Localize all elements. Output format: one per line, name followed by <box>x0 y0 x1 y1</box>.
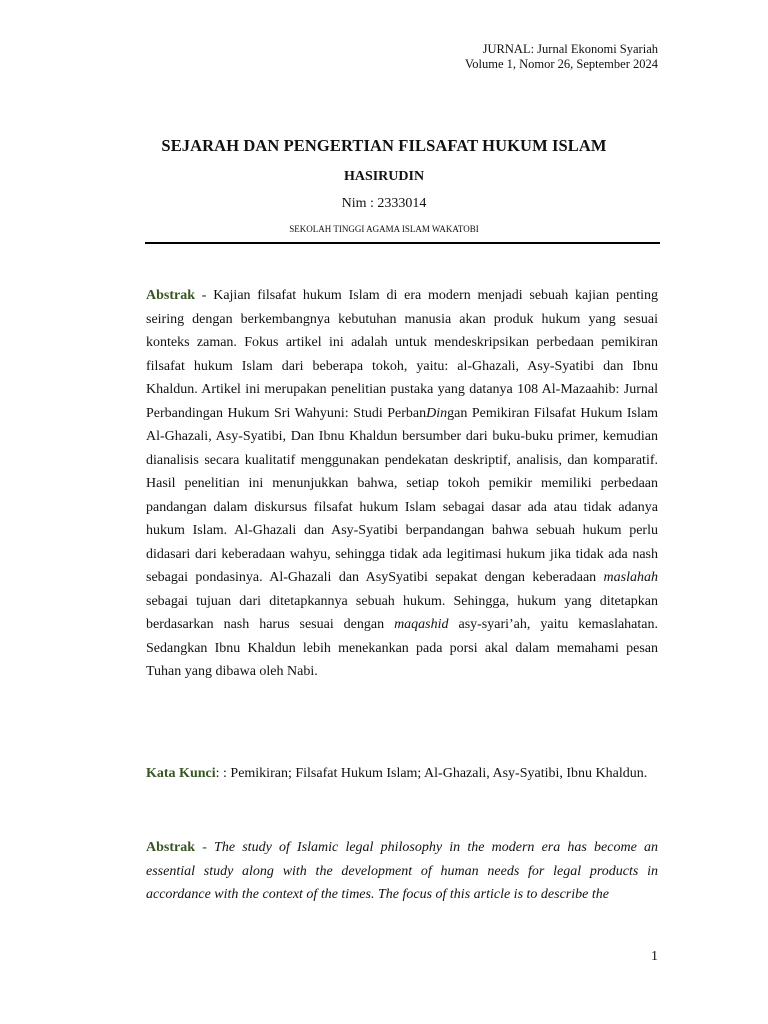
abstract-indonesian <box>146 284 658 684</box>
abstract-text-4: asy-syari’ah, yaitu kemaslahatan. Sedangkan Ibnu Khaldun lebih menekankan pada porsi akal dalam memahami pesan Tuhan yang dibawa oleh Nabi. <box>146 617 658 679</box>
journal-header <box>465 42 658 72</box>
abstract-italic-2: maslahah <box>603 570 658 585</box>
keywords <box>146 762 658 786</box>
paper-title: SEJARAH DAN PENGERTIAN FILSAFAT HUKUM ISLAM <box>161 136 607 155</box>
journal-name: JURNAL: Jurnal Ekonomi Syariah <box>482 42 658 56</box>
abstract-text-2: gan Pemikiran Filsafat Hukum Islam Al-Ghazali, Asy-Syatibi, Dan Ibnu Khaldun bersumber dari buku-buku primer, kemudian dianalisis secara kualitatif menggunakan pendekatan deskriptif, analisis, dan komparatif. Hasil penelitian ini menunjukkan bahwa, setiap tokoh pemikir memiliki perbedaan pandangan dalam diskursus filsafat hukum Islam sebagai dasar ada atau tidak adanya hukum Islam. Al-Ghazali dan Asy-Syatibi berpandangan bahwa sebuah hukum perlu didasari dari keberadaan wahyu, sehingga tidak ada legitimasi hukum jika tidak ada nash sebagai pondasinya. Al-Ghazali dan AsySyatibi sepakat dengan keberadaan <box>146 405 659 585</box>
abstract-text-1: - Kajian filsafat hukum Islam di era modern menjadi sebuah kajian penting seiring dengan berkembangnya kebutuhan manusia akan produk hukum yang sesuai konteks zaman. Fokus artikel ini adalah untuk mendeskripsikan perbedaan pemikiran filsafat hukum Islam dari beberapa tokoh, yaitu: al-Ghazali, Asy-Syatibi dan Ibnu Khaldun. Artikel ini merupakan penelitian pustaka yang datanya 108 Al-Mazaahib: Jurnal Perbandingan Hukum Sri Wahyuni: Studi Perban <box>146 288 658 421</box>
abstract-en-label: Abstrak - <box>146 840 207 855</box>
abstract-italic-1: Din <box>426 405 448 421</box>
institution-name: SEKOLAH TINGGI AGAMA ISLAM WAKATOBI <box>289 224 479 234</box>
abstract-english <box>146 836 658 907</box>
abstract-italic-3: maqashid <box>394 617 449 632</box>
header-divider <box>145 242 660 244</box>
author-name: HASIRUDIN <box>343 169 425 184</box>
journal-volume: Volume 1, Nomor 26, September 2024 <box>464 57 658 71</box>
abstract-label: Abstrak <box>146 288 196 303</box>
abstract-text-3: sebagai tujuan dari ditetapkannya sebuah hukum. Sehingga, hukum yang ditetapkan berdasarkan nash harus sesuai dengan <box>146 593 658 632</box>
keywords-label: Kata Kunci <box>146 766 216 781</box>
keywords-text: : : Pemikiran; Filsafat Hukum Islam; Al-Ghazali, Asy-Syatibi, Ibnu Khaldun. <box>215 766 648 781</box>
student-id: Nim : 2333014 <box>341 196 427 211</box>
abstract-en-text: The study of Islamic legal philosophy in the modern era has become an essential study along with the development of human needs for legal products in accordance with the context of the times. The focus of this article is to describe the <box>146 840 659 902</box>
page-number: 1 <box>651 949 658 964</box>
